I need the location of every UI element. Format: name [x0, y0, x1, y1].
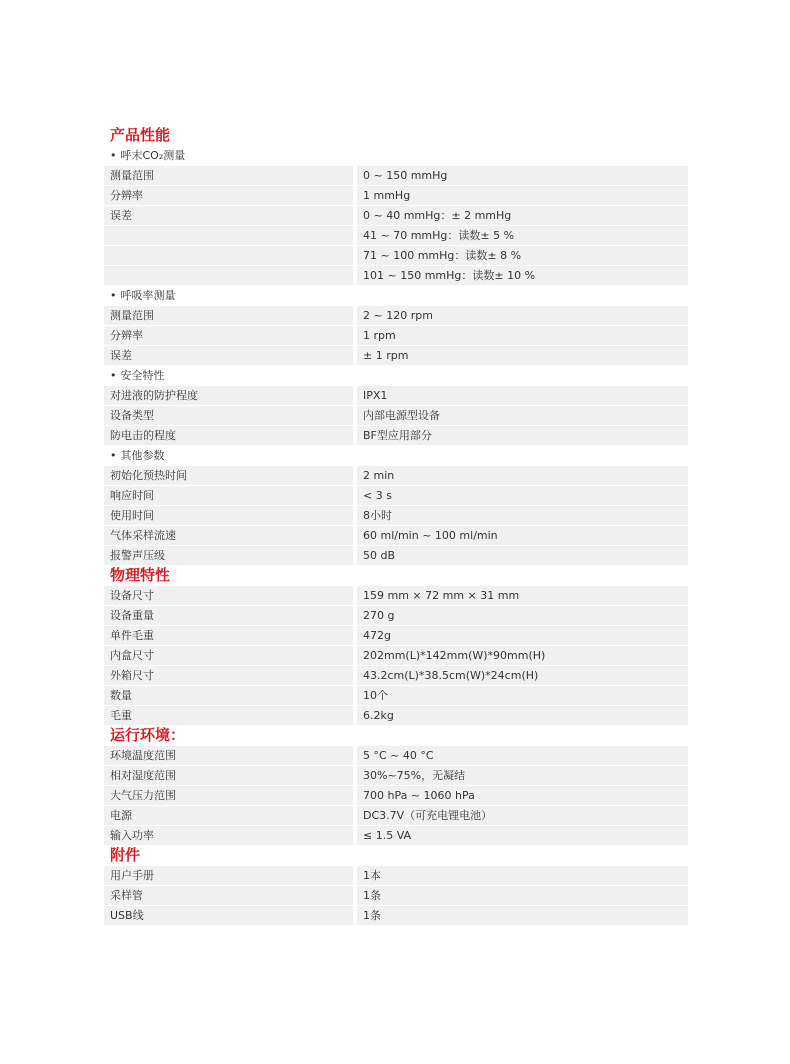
spec-label: 用户手册: [104, 866, 353, 885]
spec-row: [104, 826, 688, 845]
spec-value: 0 ~ 150 mmHg: [357, 166, 688, 185]
spec-value: 10个: [357, 686, 688, 705]
spec-label: 防电击的程度: [104, 426, 353, 445]
spec-label: 分辨率: [104, 326, 353, 345]
spec-row: [104, 326, 688, 345]
spec-row: [104, 906, 688, 925]
spec-value: 41 ~ 70 mmHg：读数± 5 %: [357, 226, 688, 245]
spec-label: 大气压力范围: [104, 786, 353, 805]
section-title: 附件: [110, 846, 141, 864]
spec-row: [104, 246, 688, 265]
spec-value: [357, 366, 688, 385]
spec-label: 外箱尺寸: [104, 666, 353, 685]
spec-label: 环境温度范围: [104, 746, 353, 765]
spec-row: [104, 706, 688, 725]
spec-label: 初始化预热时间: [104, 466, 353, 485]
spec-value: < 3 s: [357, 486, 688, 505]
spec-value: [357, 146, 688, 165]
spec-label: 报警声压级: [104, 546, 353, 565]
spec-value: 202mm(L)*142mm(W)*90mm(H): [357, 646, 688, 665]
subsection-header: [104, 366, 688, 385]
spec-row: [104, 686, 688, 705]
spec-row: [104, 466, 688, 485]
section-title: 物理特性: [110, 566, 171, 584]
section-title: 运行环境：: [110, 726, 186, 744]
spec-label: [104, 266, 353, 285]
spec-label: 毛重: [104, 706, 353, 725]
spec-label: 误差: [104, 346, 353, 365]
spec-value: 1条: [357, 886, 688, 905]
subsection-header: [104, 146, 688, 165]
spec-label: 设备类型: [104, 406, 353, 425]
spec-row: [104, 226, 688, 245]
spec-value: 1条: [357, 906, 688, 925]
spec-row: [104, 646, 688, 665]
spec-row: [104, 746, 688, 765]
spec-value: 71 ~ 100 mmHg：读数± 8 %: [357, 246, 688, 265]
spec-value: 2 ~ 120 rpm: [357, 306, 688, 325]
spec-value: 6.2kg: [357, 706, 688, 725]
spec-label: 设备重量: [104, 606, 353, 625]
spec-value: BF型应用部分: [357, 426, 688, 445]
spec-value: ± 1 rpm: [357, 346, 688, 365]
spec-value: 1 mmHg: [357, 186, 688, 205]
spec-label: 设备尺寸: [104, 586, 353, 605]
spec-value: IPX1: [357, 386, 688, 405]
spec-row: [104, 666, 688, 685]
spec-value: 472g: [357, 626, 688, 645]
spec-row: [104, 526, 688, 545]
spec-row: [104, 166, 688, 185]
spec-value: DC3.7V（可充电锂电池）: [357, 806, 688, 825]
spec-value: [357, 446, 688, 465]
section-title: 产品性能: [110, 126, 171, 144]
spec-value: 8小时: [357, 506, 688, 525]
spec-row: [104, 866, 688, 885]
spec-row: [104, 486, 688, 505]
spec-label: 气体采样流速: [104, 526, 353, 545]
subsection-label: • 其他参数: [104, 446, 353, 465]
spec-row: [104, 766, 688, 785]
spec-value: 1本: [357, 866, 688, 885]
spec-row: [104, 266, 688, 285]
spec-row: [104, 406, 688, 425]
spec-row: [104, 606, 688, 625]
spec-value: 270 g: [357, 606, 688, 625]
spec-sheet: [104, 126, 688, 926]
spec-label: 数量: [104, 686, 353, 705]
subsection-header: [104, 446, 688, 465]
spec-value: 0 ~ 40 mmHg：± 2 mmHg: [357, 206, 688, 225]
spec-label: 采样管: [104, 886, 353, 905]
spec-label: 测量范围: [104, 306, 353, 325]
spec-row: [104, 886, 688, 905]
spec-value: 101 ~ 150 mmHg：读数± 10 %: [357, 266, 688, 285]
spec-label: 对进液的防护程度: [104, 386, 353, 405]
spec-label: 输入功率: [104, 826, 353, 845]
spec-label: 单件毛重: [104, 626, 353, 645]
spec-value: ≤ 1.5 VA: [357, 826, 688, 845]
spec-row: [104, 186, 688, 205]
spec-row: [104, 786, 688, 805]
spec-row: [104, 306, 688, 325]
spec-label: 内盒尺寸: [104, 646, 353, 665]
spec-value: 60 ml/min ~ 100 ml/min: [357, 526, 688, 545]
spec-row: [104, 206, 688, 225]
spec-value: 43.2cm(L)*38.5cm(W)*24cm(H): [357, 666, 688, 685]
spec-row: [104, 426, 688, 445]
spec-value: 30%~75%，无凝结: [357, 766, 688, 785]
spec-label: 分辨率: [104, 186, 353, 205]
spec-label: 相对湿度范围: [104, 766, 353, 785]
spec-row: [104, 346, 688, 365]
spec-value: 5 °C ~ 40 °C: [357, 746, 688, 765]
spec-row: [104, 806, 688, 825]
spec-label: 测量范围: [104, 166, 353, 185]
subsection-label: • 呼末CO₂测量: [104, 146, 353, 165]
spec-label: USB线: [104, 906, 353, 925]
spec-value: 1 rpm: [357, 326, 688, 345]
spec-value: [357, 286, 688, 305]
spec-row: [104, 386, 688, 405]
spec-label: 误差: [104, 206, 353, 225]
spec-row: [104, 626, 688, 645]
spec-label: 响应时间: [104, 486, 353, 505]
subsection-label: • 呼吸率测量: [104, 286, 353, 305]
spec-value: 50 dB: [357, 546, 688, 565]
subsection-header: [104, 286, 688, 305]
spec-value: 700 hPa ~ 1060 hPa: [357, 786, 688, 805]
spec-label: [104, 246, 353, 265]
subsection-label: • 安全特性: [104, 366, 353, 385]
spec-value: 内部电源型设备: [357, 406, 688, 425]
spec-row: [104, 546, 688, 565]
spec-row: [104, 586, 688, 605]
spec-row: [104, 506, 688, 525]
spec-value: 159 mm × 72 mm × 31 mm: [357, 586, 688, 605]
spec-label: 使用时间: [104, 506, 353, 525]
spec-label: 电源: [104, 806, 353, 825]
spec-value: 2 min: [357, 466, 688, 485]
spec-label: [104, 226, 353, 245]
